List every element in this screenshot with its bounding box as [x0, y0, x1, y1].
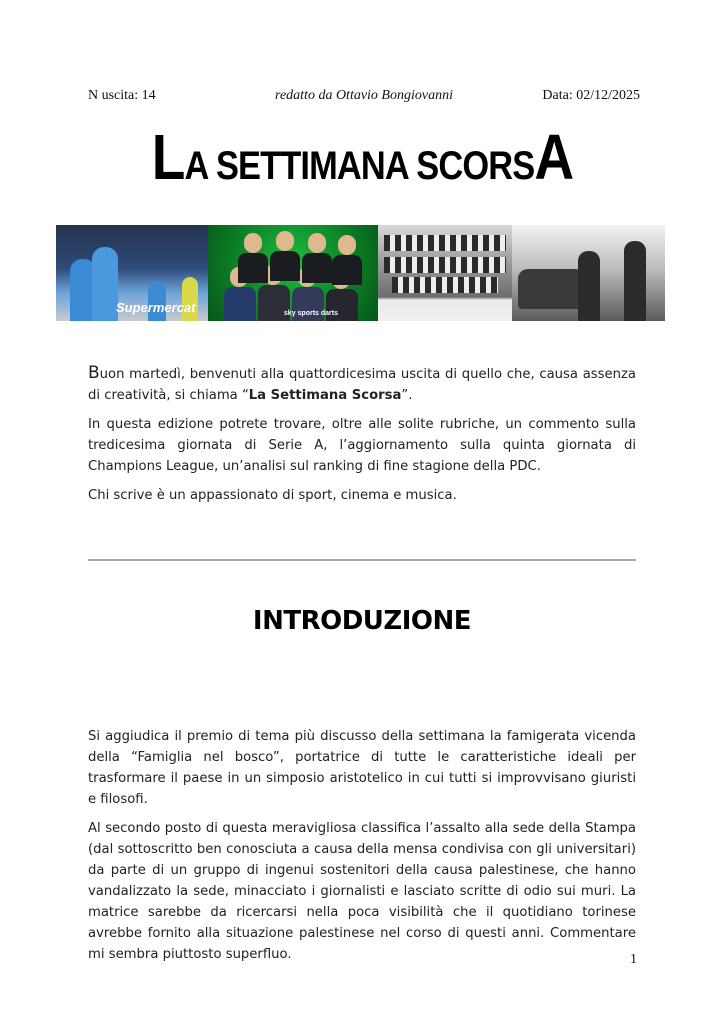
intro-paragraph-2: In questa edizione potrete trovare, oltre alle solite rubriche, un commento sulla tredicesima giornata di Serie A, l’aggiornamento sulla quinta giornata di Champions League, un’analisi sul ranking di fine stagione della PDC. — [88, 417, 636, 474]
football-celebration-photo — [56, 225, 208, 321]
section-body — [88, 726, 636, 973]
intro-paragraph-1: Buon martedì, benvenuti alla quattordicesima uscita di quello che, causa assenza di creatività, si chiama “La Settimana Scorsa”. — [88, 363, 636, 403]
vintage-team-photo — [378, 225, 512, 321]
intro-paragraph-3: Chi scrive è un appassionato di sport, cinema e musica. — [88, 488, 457, 503]
photo-caption: Supermercat — [116, 300, 196, 315]
newsletter-masthead — [102, 122, 622, 192]
darts-players-photo — [208, 225, 378, 321]
intro-block — [88, 363, 636, 514]
vintage-car-photo — [512, 225, 665, 321]
issue-date: Data: 02/12/2025 — [542, 88, 640, 103]
page-header — [88, 88, 640, 108]
masthead-initial: L — [151, 121, 185, 193]
masthead-final: A — [534, 121, 574, 193]
section-divider — [88, 559, 636, 561]
author-line: redatto da Ottavio Bongiovanni — [275, 88, 453, 103]
section-title: INTRODUZIONE — [252, 606, 472, 636]
issue-number: N uscita: 14 — [88, 88, 156, 103]
page-number: 1 — [630, 952, 637, 967]
broadcaster-logo: sky sports darts — [283, 310, 338, 317]
drop-cap: B — [88, 363, 100, 383]
photo-strip — [56, 225, 665, 321]
section-paragraph-2: Al secondo posto di questa meravigliosa classifica l’assalto alla sede della Stampa (dal sottoscritto ben conosciuta a causa della mensa condivisa con gli universitari) da parte di un gruppo di ingenui sostenitori della causa palestinese, che hanno vandalizzato la sede, minacciato i giornalisti e lasciato scritte di odio sui muri. La matrice sarebbe da ricercarsi nella poca visibilità che il quotidiano torinese avrebbe fornito alla situazione palestinese nel corso di questi anni. Commentare mi sembra piuttosto superfluo. — [88, 821, 636, 962]
section-paragraph-1: Si aggiudica il premio di tema più discusso della settimana la famigerata vicenda della “Famiglia nel bosco”, portatrice di tutte le caratteristiche ideali per trasformare il paese in un simposio aristotelico in cui tutti si improvvisano giuristi e filosofi. — [88, 729, 636, 807]
masthead-middle: A SETTIMANA SCORS — [184, 144, 535, 188]
newsletter-name: La Settimana Scorsa — [248, 388, 402, 403]
